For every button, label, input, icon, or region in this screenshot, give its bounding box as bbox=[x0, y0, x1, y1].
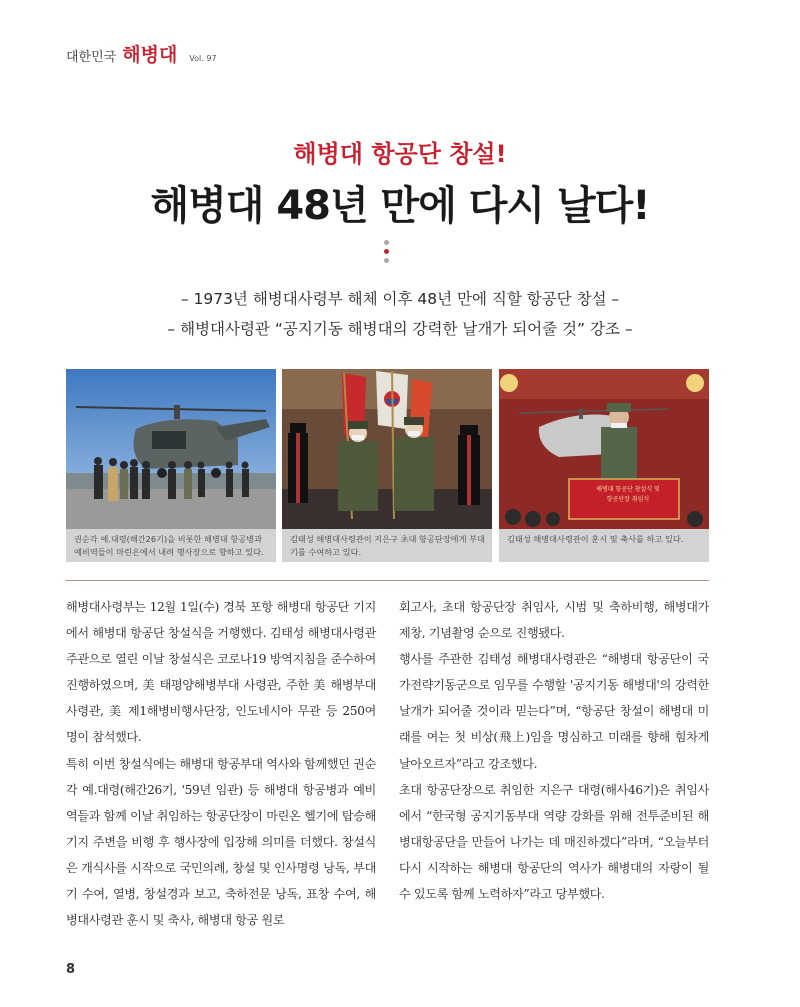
dot-red bbox=[384, 249, 389, 254]
decorative-dots bbox=[384, 240, 390, 267]
flag-ceremony-photo-icon bbox=[282, 369, 492, 529]
body-column-left bbox=[66, 594, 376, 933]
photo-helicopter-arrival bbox=[66, 369, 276, 562]
masthead bbox=[66, 40, 217, 64]
podium-sign-line-1: 해병대 항공단 창설식 및 bbox=[596, 486, 660, 493]
masthead-prefix: 대한민국 bbox=[66, 50, 117, 65]
dot-grey-bottom bbox=[384, 258, 389, 263]
body-paragraph: 회고사, 초대 항공단장 취임사, 시범 및 축하비행, 해병대가 제창, 기념촬영 순으로 진행됐다. bbox=[399, 600, 709, 641]
body-paragraph: 해병대사령부는 12월 1일(수) 경북 포항 해병대 항공단 기지에서 해병대 항공단 창설식을 거행했다. 김태성 해병대사령관 주관으로 열린 이날 창설식은 코로나19 방역지침을 준수하여 진행하였으며, 美 태평양해병부대 사령관, 주한 美 해병부대사령관, 美 제1해병비행사단장, 인도네시아 무관 등 250여 명이 참석했다. bbox=[66, 600, 376, 745]
helicopter-photo-icon bbox=[66, 369, 276, 529]
photo-caption-1: 권순각 예.대령(해간26기)을 비롯한 해병대 항공병과 예비역들이 마린온에서 내려 행사장으로 향하고 있다. bbox=[66, 529, 276, 562]
photo-caption-2: 김태성 해병대사령관이 지은구 초대 항공단장에게 부대기를 수여하고 있다. bbox=[282, 529, 492, 562]
body-column-right bbox=[399, 594, 709, 907]
masthead-brand: 해병대 bbox=[122, 44, 178, 66]
body-paragraph: 특히 이번 창설식에는 해병대 항공부대 역사와 함께했던 권순각 예.대령(해간26기, '59년 임관) 등 해병대 항공병과 예비역들과 함께 이날 취임하는 항공단장이 마린온 헬기에 탑승해 기지 주변을 비행 후 행사장에 입장해 의미를 더했다. 창설식은 개식사를 시작으로 국민의례, 창설 및 인사명령 낭독, 부대기 수여, 열병, 창설경과 보고, 축하전문 낭독, 표창 수여, 해병대사령관 훈시 및 축사, 해병대 항공 원로 bbox=[66, 756, 376, 928]
page-number: 8 bbox=[66, 962, 76, 977]
photo-commander-speech bbox=[499, 369, 709, 562]
photo-flag-ceremony bbox=[282, 369, 492, 562]
body-paragraph: 초대 항공단장으로 취임한 지은구 대령(해사46기)은 취임사에서 “한국형 공지기동부대 역량 강화를 위해 전투준비된 해병대항공단을 만들어 나가는 데 매진하겠다”라며, “오늘부터 다시 시작하는 해병대 항공단의 역사가 해병대의 자랑이 될 수 있도록 함께 노력하자”라고 당부했다. bbox=[399, 782, 709, 902]
lead-line-2: – 해병대사령관 “공지기동 해병대의 강력한 날개가 되어줄 것” 강조 – bbox=[167, 320, 633, 338]
section-divider bbox=[66, 580, 709, 581]
lead-line-1: – 1973년 해병대사령부 해체 이후 48년 만에 직할 항공단 창설 – bbox=[180, 290, 620, 308]
dot-grey-top bbox=[384, 240, 389, 245]
article-title: 해병대 48년 만에 다시 날다! bbox=[150, 183, 650, 229]
podium-sign bbox=[576, 485, 680, 517]
photo-caption-3: 김태성 해병대사령관이 훈시 및 축사를 하고 있다. bbox=[499, 529, 709, 562]
podium-sign-line-2: 항공단장 취임식 bbox=[606, 496, 650, 503]
body-paragraph: 행사를 주관한 김태성 해병대사령관은 “해병대 항공단이 국가전략기동군으로 임무를 수행할 '공지기동 해병대'의 강력한 날개가 되어줄 것이라 믿는다”며, “항공단 창설이 해병대 미래를 여는 첫 비상(飛上)임을 명심하고 미래를 향해 힘차게 날아오르자”라고 강조했다. bbox=[399, 652, 709, 771]
volume-label: Vol. 97 bbox=[189, 54, 217, 63]
article-subtitle: 해병대 항공단 창설! bbox=[293, 140, 507, 168]
